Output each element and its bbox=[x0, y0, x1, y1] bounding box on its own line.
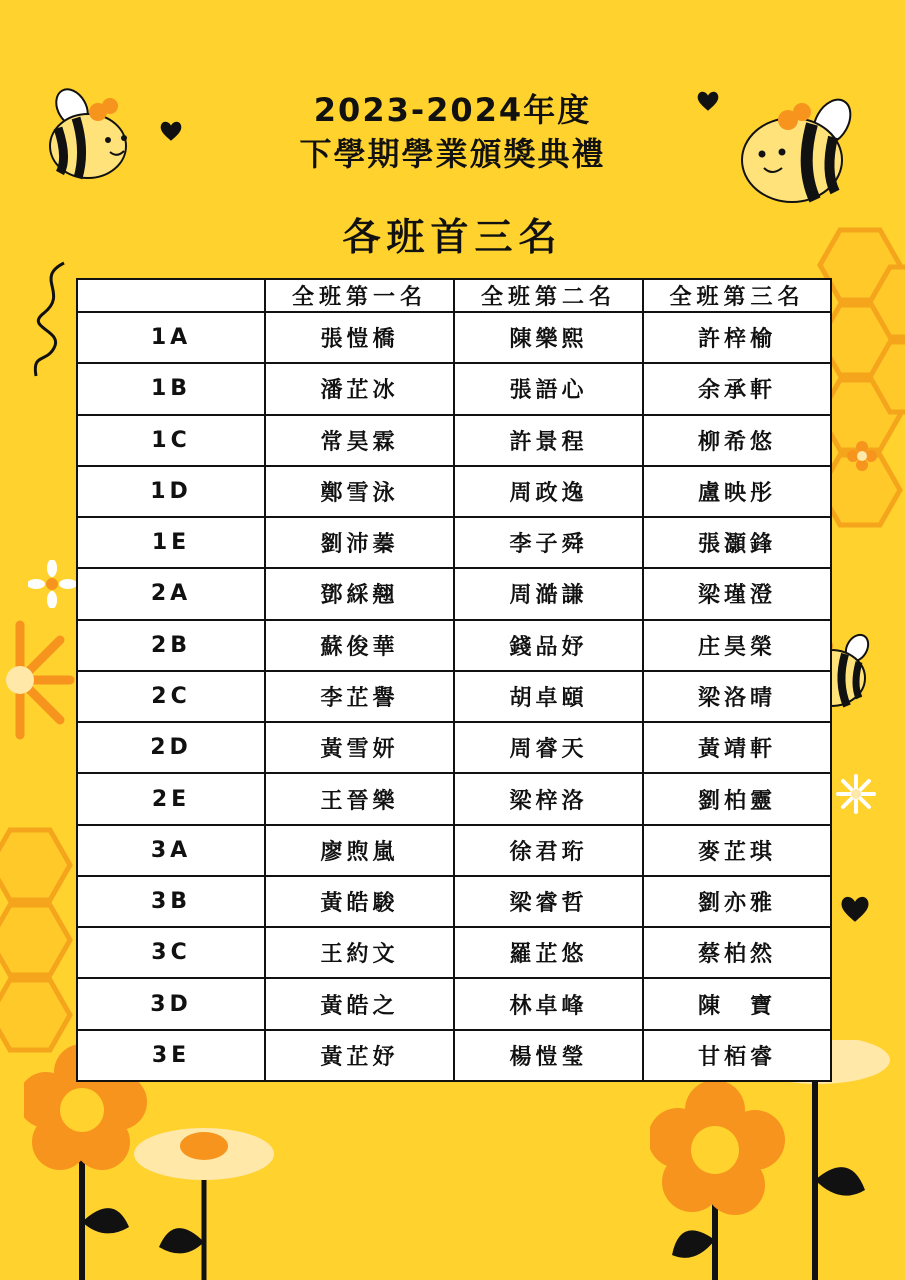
third-place-cell: 麥芷琪 bbox=[643, 825, 831, 876]
second-place-cell: 羅芷悠 bbox=[454, 927, 643, 978]
first-place-cell: 李芷譽 bbox=[265, 671, 454, 722]
rankings-table bbox=[76, 278, 832, 1082]
table-row bbox=[77, 876, 831, 927]
second-place-cell: 梁睿哲 bbox=[454, 876, 643, 927]
third-place-cell: 柳希悠 bbox=[643, 415, 831, 466]
first-place-cell: 廖煦嵐 bbox=[265, 825, 454, 876]
table-row bbox=[77, 1030, 831, 1081]
third-place-cell: 盧映彤 bbox=[643, 466, 831, 517]
third-place-cell: 梁瑾澄 bbox=[643, 568, 831, 619]
column-header-class bbox=[77, 279, 265, 312]
third-place-cell: 甘栢睿 bbox=[643, 1030, 831, 1081]
class-cell: 3E bbox=[77, 1030, 265, 1081]
table-header-row bbox=[77, 279, 831, 312]
second-place-cell: 楊愷瑩 bbox=[454, 1030, 643, 1081]
heart-icon bbox=[838, 892, 872, 926]
class-cell: 2C bbox=[77, 671, 265, 722]
table-row bbox=[77, 466, 831, 517]
second-place-cell: 陳樂熙 bbox=[454, 312, 643, 363]
first-place-cell: 潘芷冰 bbox=[265, 363, 454, 414]
flower-icon bbox=[0, 615, 75, 745]
table-row bbox=[77, 722, 831, 773]
third-place-cell: 黃靖軒 bbox=[643, 722, 831, 773]
daisy-icon bbox=[834, 772, 878, 816]
second-place-cell: 梁梓洛 bbox=[454, 773, 643, 824]
class-cell: 2E bbox=[77, 773, 265, 824]
third-place-cell: 劉亦雅 bbox=[643, 876, 831, 927]
class-cell: 1D bbox=[77, 466, 265, 517]
third-place-cell: 劉柏靈 bbox=[643, 773, 831, 824]
class-cell: 1A bbox=[77, 312, 265, 363]
class-cell: 1E bbox=[77, 517, 265, 568]
class-cell: 2D bbox=[77, 722, 265, 773]
first-place-cell: 黃芷妤 bbox=[265, 1030, 454, 1081]
second-place-cell: 周睿天 bbox=[454, 722, 643, 773]
first-place-cell: 王約文 bbox=[265, 927, 454, 978]
class-cell: 2A bbox=[77, 568, 265, 619]
second-place-cell: 周政逸 bbox=[454, 466, 643, 517]
class-cell: 1C bbox=[77, 415, 265, 466]
class-cell: 3C bbox=[77, 927, 265, 978]
second-place-cell: 錢品妤 bbox=[454, 620, 643, 671]
third-place-cell: 蔡柏然 bbox=[643, 927, 831, 978]
first-place-cell: 鄧綵翹 bbox=[265, 568, 454, 619]
table-row bbox=[77, 978, 831, 1029]
table-row bbox=[77, 415, 831, 466]
third-place-cell: 庄昊榮 bbox=[643, 620, 831, 671]
title-line-2: 下學期學業頒獎典禮 bbox=[299, 135, 606, 173]
third-place-cell: 張灝鋒 bbox=[643, 517, 831, 568]
table-row bbox=[77, 620, 831, 671]
title-line-1: 2023-2024年度 bbox=[313, 91, 592, 129]
class-cell: 3D bbox=[77, 978, 265, 1029]
table-row bbox=[77, 517, 831, 568]
flower-icon bbox=[846, 440, 878, 472]
table-row bbox=[77, 312, 831, 363]
table-row bbox=[77, 773, 831, 824]
column-header-third: 全班第三名 bbox=[643, 279, 831, 312]
first-place-cell: 黃皓駿 bbox=[265, 876, 454, 927]
first-place-cell: 張愷橋 bbox=[265, 312, 454, 363]
second-place-cell: 許景程 bbox=[454, 415, 643, 466]
class-cell: 1B bbox=[77, 363, 265, 414]
table-row bbox=[77, 825, 831, 876]
daisy-icon bbox=[28, 560, 76, 608]
table-row bbox=[77, 671, 831, 722]
third-place-cell: 梁洛晴 bbox=[643, 671, 831, 722]
squiggle-icon bbox=[24, 258, 76, 383]
class-cell: 3A bbox=[77, 825, 265, 876]
third-place-cell: 余承軒 bbox=[643, 363, 831, 414]
column-header-first: 全班第一名 bbox=[265, 279, 454, 312]
first-place-cell: 王晉樂 bbox=[265, 773, 454, 824]
first-place-cell: 常昊霖 bbox=[265, 415, 454, 466]
page-title bbox=[0, 88, 905, 176]
second-place-cell: 胡卓頤 bbox=[454, 671, 643, 722]
class-cell: 2B bbox=[77, 620, 265, 671]
second-place-cell: 李子舜 bbox=[454, 517, 643, 568]
table-row bbox=[77, 927, 831, 978]
first-place-cell: 蘇俊華 bbox=[265, 620, 454, 671]
column-header-second: 全班第二名 bbox=[454, 279, 643, 312]
first-place-cell: 黃皓之 bbox=[265, 978, 454, 1029]
first-place-cell: 鄭雪泳 bbox=[265, 466, 454, 517]
second-place-cell: 林卓峰 bbox=[454, 978, 643, 1029]
table-row bbox=[77, 568, 831, 619]
page-subtitle: 各班首三名 bbox=[342, 215, 563, 259]
third-place-cell: 陳 寶 bbox=[643, 978, 831, 1029]
second-place-cell: 張語心 bbox=[454, 363, 643, 414]
first-place-cell: 黃雪妍 bbox=[265, 722, 454, 773]
first-place-cell: 劉沛蓁 bbox=[265, 517, 454, 568]
second-place-cell: 徐君珩 bbox=[454, 825, 643, 876]
second-place-cell: 周澔謙 bbox=[454, 568, 643, 619]
class-cell: 3B bbox=[77, 876, 265, 927]
third-place-cell: 許梓榆 bbox=[643, 312, 831, 363]
table-row bbox=[77, 363, 831, 414]
